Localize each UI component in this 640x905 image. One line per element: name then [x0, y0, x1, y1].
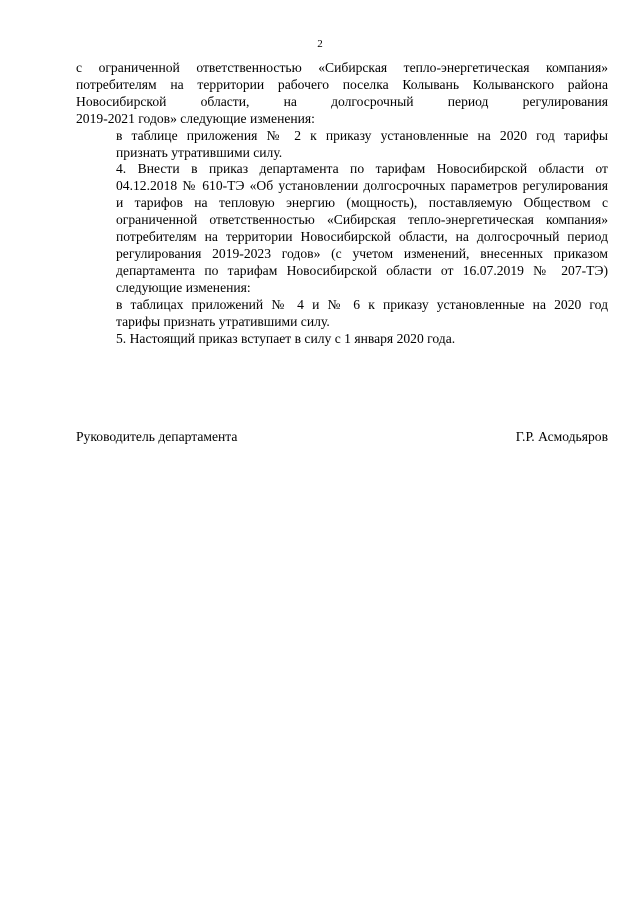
signatory-name: Г.Р. Асмодьяров [515, 429, 608, 444]
text-line: департамента по тарифам Новосибирской области от 16.07.2019 № 207-ТЭ) [116, 262, 608, 278]
text-line: тарифы признать утратившими силу. [116, 313, 330, 329]
paragraph [76, 161, 608, 296]
document-body [76, 60, 608, 347]
text-line: в таблице приложения № 2 к приказу установленные на 2020 год тарифы [116, 127, 608, 143]
paragraph [76, 331, 608, 348]
page-number: 2 [317, 38, 323, 50]
signature-block [76, 428, 608, 445]
text-line: Новосибирской области, на долгосрочный период регулирования [76, 93, 608, 109]
text-line: в таблицах приложений № 4 и № 6 к приказу установленные на 2020 год [116, 296, 608, 312]
paragraph [76, 128, 608, 162]
paragraph [76, 60, 608, 128]
text-line: 04.12.2018 № 610-ТЭ «Об установлении долгосрочных параметров регулирования [116, 178, 608, 194]
text-line: потребителям на территории Новосибирской области, на долгосрочный период [116, 229, 608, 245]
text-line: и тарифов на тепловую энергию (мощность), поставляемую Обществом с [116, 195, 608, 211]
text-line: 4. Внести в приказ департамента по тарифам Новосибирской области от [116, 161, 608, 177]
text-line: следующие изменения: [116, 279, 251, 295]
text-line: ограниченной ответственностью «Сибирская тепло-энергетическая компания» [116, 212, 608, 228]
text-line: с ограниченной ответственностью «Сибирская тепло-энергетическая компания» [76, 60, 608, 75]
text-line: признать утратившими силу. [116, 144, 283, 160]
text-line: 5. Настоящий приказ вступает в силу с 1 января 2020 года. [116, 330, 456, 346]
text-line: потребителям на территории рабочего поселка Колывань Колыванского района [76, 76, 608, 92]
text-line: регулирования 2019-2023 годов» (с учетом изменений, внесенных приказом [116, 245, 608, 261]
text-line: 2019-2021 годов» следующие изменения: [76, 110, 315, 126]
signatory-position: Руководитель департамента [76, 429, 238, 444]
paragraph [76, 297, 608, 331]
